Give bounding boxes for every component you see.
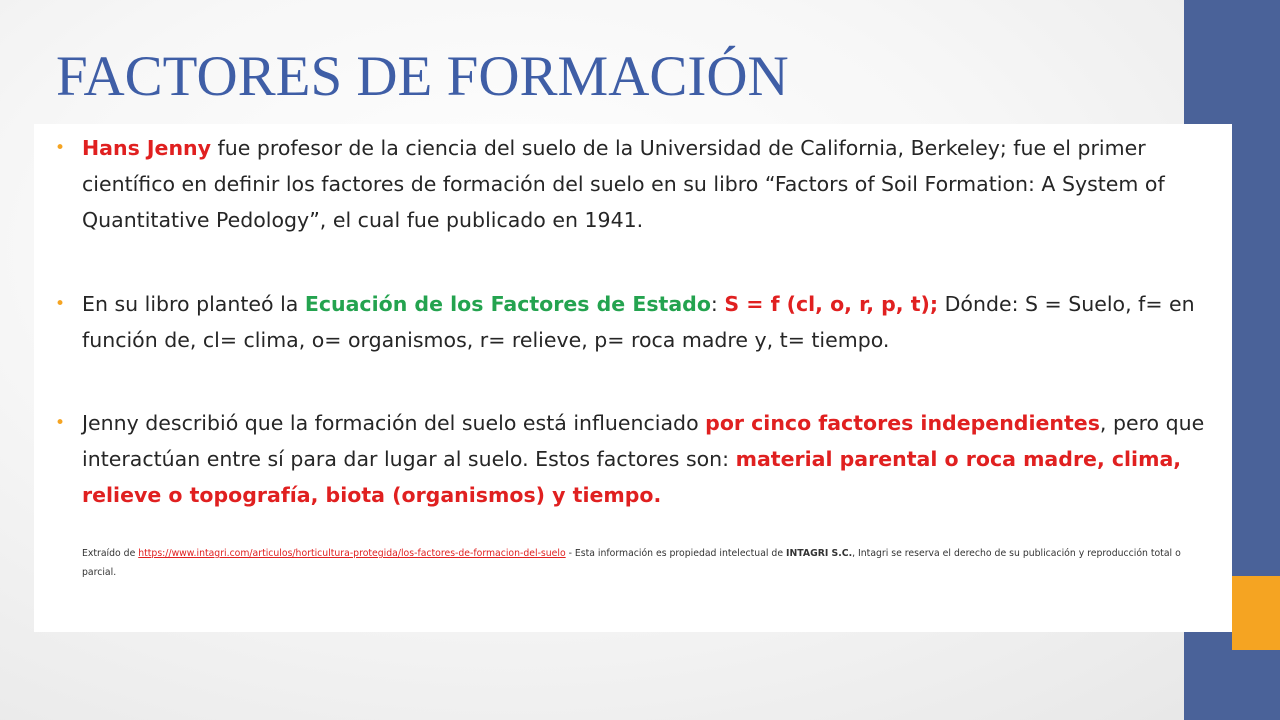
bullet-five-factors	[55, 405, 1222, 513]
bullet-text-mid: , pero que interactúan entre sí para dar lugar al suelo. Estos factores son:	[82, 411, 1205, 471]
bullet-text-pre: En su libro planteó la	[82, 292, 305, 316]
bullet-dot-icon: •	[55, 294, 66, 314]
source-link[interactable]: https://www.intagri.com/articulos/horticultura-protegida/los-factores-de-formacion-del-suelo	[138, 548, 566, 559]
content-panel	[34, 124, 1232, 632]
source-note	[82, 544, 1202, 582]
highlight-factor-list: material parental o roca madre, clima, relieve o topografía, biota (organismos) y tiempo.	[82, 447, 1182, 507]
note-middle: - Esta información es propiedad intelectual de	[565, 548, 787, 559]
highlight-factors: por cinco factores independientes	[705, 411, 1100, 435]
equation-formula: S = f (cl, o, r, p, t);	[724, 292, 939, 316]
bullet-dot-icon: •	[55, 413, 66, 433]
note-prefix: Extraído de	[82, 548, 139, 559]
highlight-equation-name: Ecuación de los Factores de Estado	[304, 292, 711, 316]
bullet-equation	[55, 286, 1222, 358]
bullet-text-post: Dónde: S = Suelo, f= en función de, cl= clima, o= organismos, r= relieve, p= roca madre y, t= tiempo.	[82, 292, 1195, 352]
colon-text: :	[710, 292, 725, 316]
bullet-text-pre: Jenny describió que la formación del suelo está influenciado	[82, 411, 706, 435]
note-company: INTAGRI S.C.	[786, 548, 853, 559]
highlight-name: Hans Jenny	[82, 136, 212, 160]
orange-accent-block	[1232, 576, 1280, 650]
bullet-text: fue profesor de la ciencia del suelo de la Universidad de California, Berkeley; fue el primer científico en definir los factores de formación del suelo en su libro “Factors of Soil Formation: A System of Quantitative Pedology”, el cual fue publicado en 1941.	[82, 136, 1165, 232]
note-suffix: , Intagri se reserva el derecho de su publicación y reproducción total o parcial.	[82, 548, 1181, 578]
bullet-hans-jenny	[55, 130, 1222, 238]
slide-title: FACTORES DE FORMACIÓN	[56, 45, 789, 108]
bullet-dot-icon: •	[55, 138, 66, 158]
